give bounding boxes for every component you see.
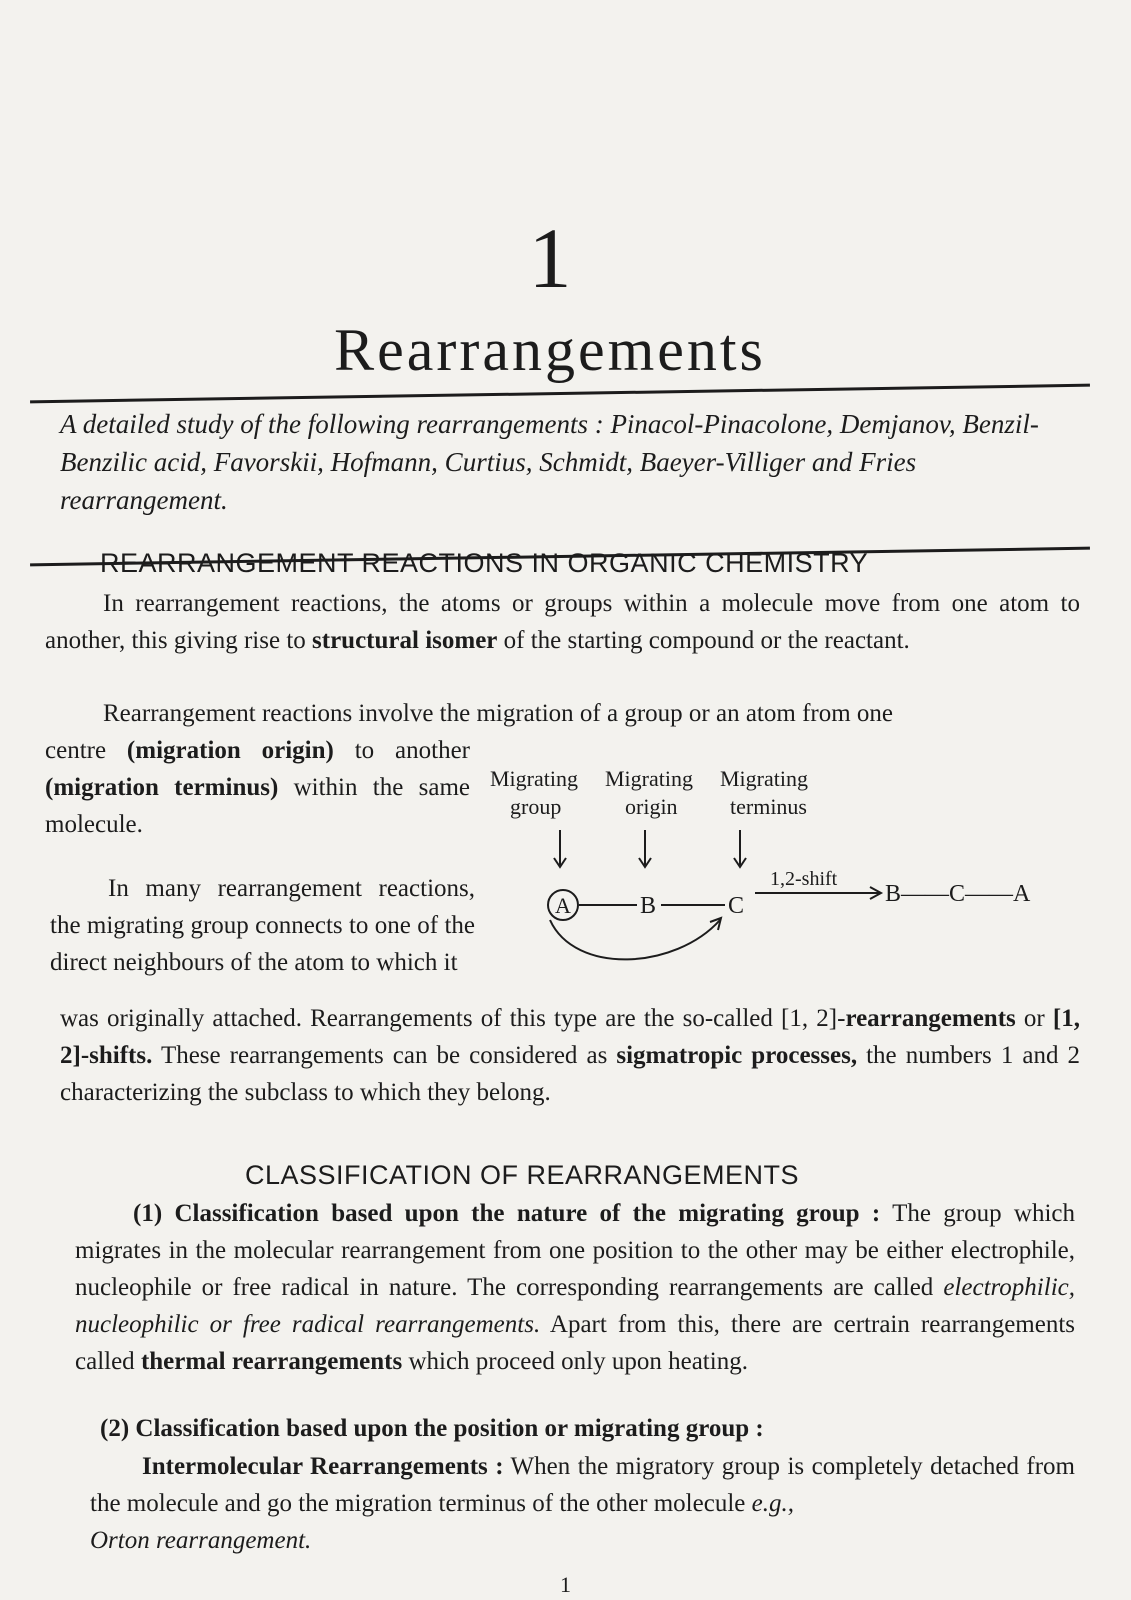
label-migrating-terminus-2: terminus	[730, 794, 807, 819]
paragraph-migration-line: Rearrangement reactions involve the migration of a group or an atom from one	[103, 700, 894, 727]
paragraph-intermolecular: Intermolecular Rearrangements : When the migratory group is completely detached from the molecule and go the migration terminus of the other molecule e.g., Orton rearrangement.	[90, 1453, 1076, 1554]
label-migrating-group-1: Migrating	[490, 766, 578, 791]
label-migrating-origin-1: Migrating	[605, 766, 693, 791]
shift-diagram	[485, 760, 1095, 970]
label-migrating-origin-2: origin	[625, 794, 678, 819]
paragraph-shift-continued: was originally attached. Rearrangements of this type are the so-called [1, 2]-rearrangements or [1, 2]-shifts. These rearrangements can be considered as sigmatropic processes, the numbers 1 and 2 characterizing the subclass to which they belong.	[60, 1005, 1080, 1106]
section-heading-classification: CLASSIFICATION OF REARRANGEMENTS	[245, 1160, 800, 1190]
product-label: B——C——A	[885, 881, 1031, 907]
chapter-number: 1	[528, 210, 572, 306]
paragraph-intro: In rearrangement reactions, the atoms or groups within a molecule move from one atom to another, this giving rise to structural isomer of the starting compound or the reactant.	[45, 590, 1080, 654]
paragraph-migration: centre (migration origin) to another (migration terminus) within the same molecule.	[45, 737, 470, 838]
top-divider	[30, 384, 1090, 404]
paragraph-classification-2: (2) Classification based upon the position or migrating group :	[100, 1415, 764, 1442]
atom-c-label: C	[728, 893, 745, 919]
label-migrating-group-2: group	[510, 794, 562, 819]
chapter-title: Rearrangements	[334, 317, 766, 383]
chapter-synopsis: A detailed study of the following rearrangements : Pinacol-Pinacolone, Demjanov, Benzil-Benzilic acid, Favorskii, Hofmann, Curtius, Schmidt, Baeyer-Villiger and Fries rearrangement.	[60, 409, 1039, 515]
atom-a-label: A	[555, 893, 571, 918]
shift-label: 1,2-shift	[770, 868, 838, 890]
down-arrows	[554, 830, 746, 867]
page-number: 1	[560, 1572, 571, 1597]
paragraph-classification-1: (1) Classification based upon the nature of the migrating group : The group which migrates in the molecular rearrangement from one position to the other may be either electrophile, nucleophile or free radical in nature. The corresponding rearrangements are called electrophilic, nucleophilic or free radical rearrangements. Apart from this, there are certrain rearrangements called thermal rearrangements which proceed only upon heating.	[75, 1200, 1076, 1375]
atom-b-label: B	[640, 893, 657, 919]
section-heading-rearrangement-reactions: REARRANGEMENT REACTIONS IN ORGANIC CHEMISTRY	[100, 548, 869, 578]
migration-curve-arrow	[550, 920, 720, 959]
paragraph-shift: In many rearrangement reactions, the migrating group connects to one of the direct neighbours of the atom to which it	[50, 875, 475, 976]
label-migrating-terminus-1: Migrating	[720, 766, 808, 791]
